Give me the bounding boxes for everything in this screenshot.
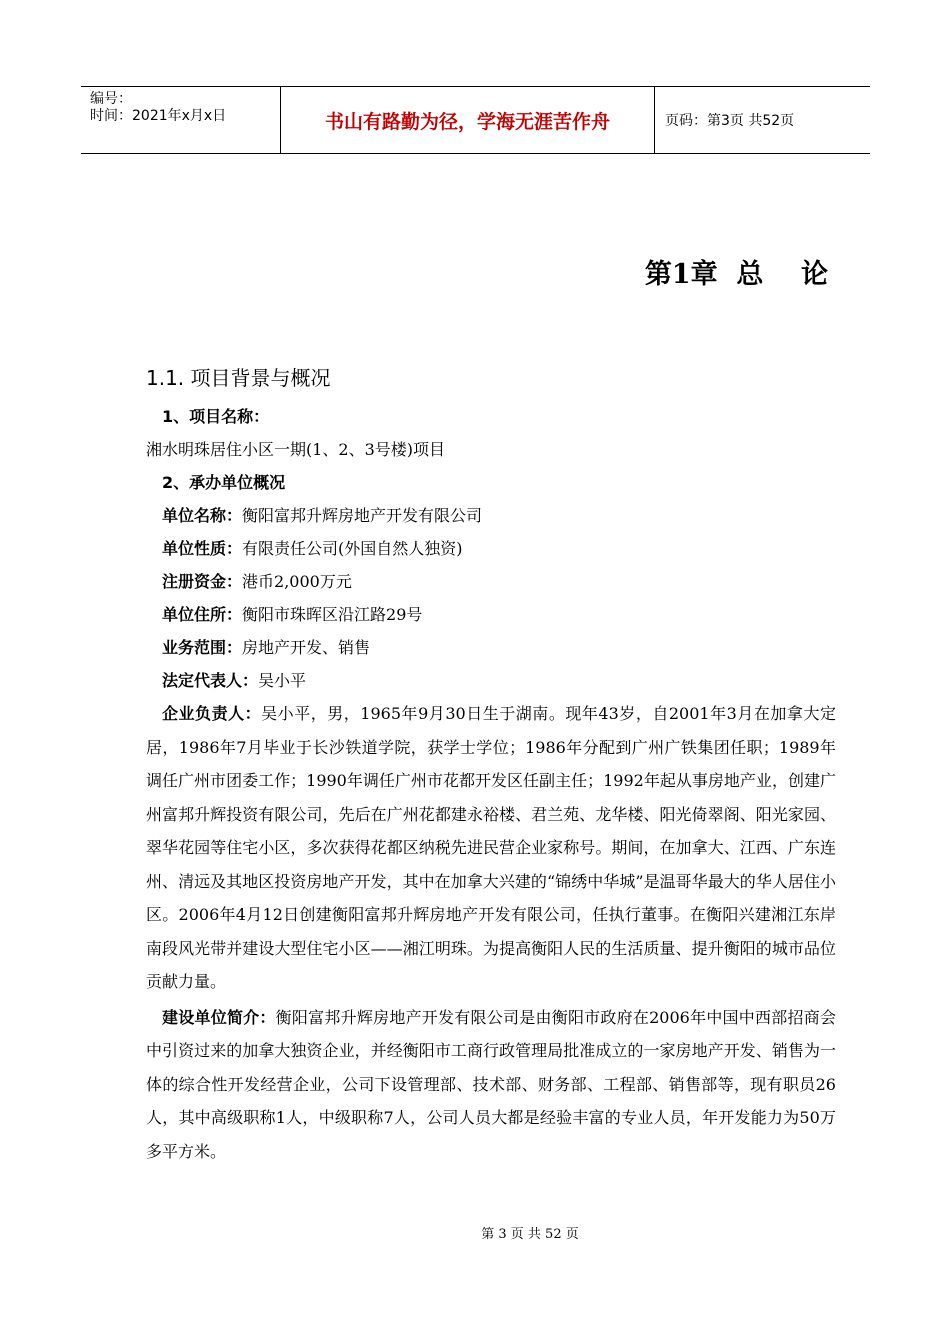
field-label: 单位名称： [162, 506, 243, 525]
field-row [146, 532, 836, 565]
field-value: 房地产开发、销售 [242, 638, 371, 657]
field-label: 单位住所： [162, 605, 243, 624]
field-value: 衡阳富邦升辉房地产开发有限公司 [242, 506, 483, 525]
field-label: 法定代表人： [162, 671, 259, 690]
field-value: 港币2,000万元 [242, 572, 352, 591]
field-value: 吴小平 [258, 671, 307, 690]
intro-text: 衡阳富邦升辉房地产开发有限公司是由衡阳市政府在2006年中国中西部招商会中引资过来的加拿大独资企业，并经衡阳市工商行政管理局批准成立的一家房地产开发、销售为一体的综合性开发经营企业，公司下设管理部、技术部、财务部、工程部、销售部等，现有职员26人，其中高级职称1人，中级职称7人，公司人员大都是经验丰富的专业人员，年开发能力为50万多平方米。 [146, 1007, 836, 1161]
field-row [146, 598, 836, 631]
leader-label: 企业负责人： [162, 704, 262, 723]
field-label: 单位性质： [162, 539, 243, 558]
section-title: 1.1. 项目背景与概况 [146, 366, 331, 390]
leader-text: 吴小平，男，1965年9月30日生于湖南。现年43岁，自2001年3月在加拿大定居，1986年7月毕业于长沙铁道学院，获学士学位；1986年分配到广州广铁集团任职；1989年调任广州市团委工作；1990年调任广州市花都开发区任副主任；1992年起从事房地产业，创建广州富邦升辉投资有限公司，先后在广州花都建永裕楼、君兰苑、龙华楼、阳光倚翠阁、阳光家园、翠华花园等住宅小区，多次获得花都区纳税先进民营企业家称号。期间，在加拿大、江西、广东连州、清远及其地区投资房地产开发，其中在加拿大兴建的“锦绣中华城”是温哥华最大的华人居住小区。2006年4月12日创建衡阳富邦升辉房地产开发有限公司，任执行董事。在衡阳兴建湘江东岸南段风光带并建设大型住宅小区——湘江明珠。为提高衡阳人民的生活质量、提升衡阳的城市品位贡献力量。 [146, 704, 836, 991]
field-value: 有限责任公司(外国自然人独资) [242, 539, 463, 558]
project-name-heading: 1、项目名称： [162, 407, 270, 426]
chapter-title: 第1章 总 论 [644, 259, 828, 290]
field-label: 业务范围： [162, 638, 243, 657]
header-meta [81, 87, 281, 153]
header-motto: 书山有路勤为径，学海无涯苦作舟 [281, 87, 655, 153]
field-value: 衡阳市珠晖区沿江路29号 [242, 605, 423, 624]
org-heading: 2、承办单位概况 [162, 473, 286, 492]
field-row [146, 499, 836, 532]
page-footer [0, 1223, 950, 1242]
field-row [146, 664, 836, 697]
document-body [146, 400, 836, 1168]
page-header [81, 86, 870, 154]
project-name-value: 湘水明珠居住小区一期(1、2、3号楼)项目 [146, 440, 446, 459]
header-number: 编号： [90, 91, 132, 107]
field-row [146, 565, 836, 598]
intro-label: 建设单位简介： [162, 1007, 276, 1027]
field-row [146, 631, 836, 664]
intro-paragraph [146, 1001, 836, 1169]
field-label: 注册资金： [162, 572, 243, 591]
header-time: 时间：2021年x月x日 [90, 108, 227, 124]
header-page-info: 页码：第3页 共52页 [665, 113, 795, 129]
leader-paragraph [146, 697, 836, 999]
footer-page-number: 第 3 页 共 52 页 [481, 1227, 579, 1242]
